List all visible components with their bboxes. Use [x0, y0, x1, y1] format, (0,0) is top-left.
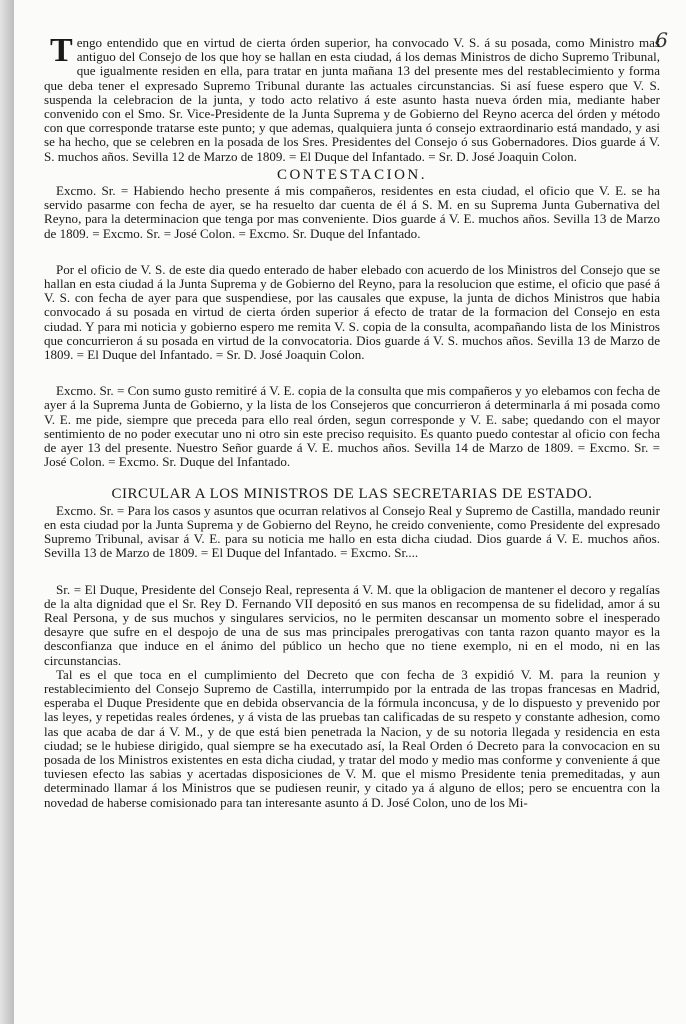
response-paragraph: Por el oficio de V. S. de este dia quedo enterado de haber elebado con acuerdo de los Ministros del Consejo que se hallan en esta ciudad á la Junta Suprema y de Gobierno del Reyno, para la resolucion que estime, el oficio que pasé á V. S. con fecha de ayer para que suspendiese, por las causales que expuse, la junta de dichos Ministros que habia convocado á su posada en virtud de cierta órden superior á efecto de tratar de la formacion del Consejo en esta ciudad. Y para mi noticia y gobierno espero me remita V. S. copia de la consulta, acompañando lista de los Ministros que concurrieron á su posada en virtud de la convocatoria. Dios guarde á V. S. muchos años. Sevilla 13 de Marzo de 1809. = El Duque del Infantado. = Sr. D. José Joaquin Colon. — [44, 261, 660, 363]
adjacent-page-edge — [0, 0, 14, 1024]
decree-paragraph: Tal es el que toca en el cumplimiento del Decreto que con fecha de 3 expidió V. M. para la reunion y restablecimiento del Consejo Supremo de Castilla, interrumpido por la entrada de las tropas francesas en Madrid, esperaba el Duque Presidente que en debida observancia de la fórmula inconcusa, y de lo dispuesto y prevenido por las leyes, y repetidas reales órdenes, y á vista de las pruebas tan calificadas de su respeto y constante adhesion, como las que acaba de dar á V. M., y de que está bien penetrada la Nacion, y de su notoria llegada y residencia en esta ciudad; se le hubiese dirigido, qual siempre se ha executado así, la Real Orden ó Decreto para la convocacion en su posada de los Ministros existentes en esta dicha ciudad, y tratar del modo y medio mas conforme y conveniente á que tuviesen efecto las sabias y acertadas disposiciones de V. M. que el mismo Presidente tenia premeditadas, y aun determinado llamar á los Ministros que se pudiesen reunir, y citado ya á alguno de ellos; pero se encuentra con la novedad de haberse comisionado para tan interesante asunto á D. José Colon, uno de los Mi- — [44, 666, 660, 810]
letter-paragraph — [44, 32, 660, 164]
document-page — [14, 0, 686, 1024]
reply-paragraph: Excmo. Sr. = Habiendo hecho presente á mis compañeros, residentes en esta ciudad, el oficio que V. E. se ha servido pasarme con fecha de ayer, se ha resuelto dar cuenta de él á S. M. en su Suprema Junta Gubernativa del Reyno, para la determinacion que tenga por mas conveniente. Dios guarde á V. E. muchos años. Sevilla 13 de Marzo de 1809. = Excmo. Sr. = José Colon. = Excmo. Sr. Duque del Infantado. — [44, 183, 660, 241]
letter-text: engo entendido que en virtud de cierta órden superior, ha convocado V. S. á su posada, como Ministro mas antiguo del Consejo de los que hoy se hallan en esta ciudad, á los demas Ministros de dicho Supremo Tribunal, que igualmente residen en ella, para tratar en junta mañana 13 del presente mes del restablecimiento y forma que deba tener el expresado Supremo Tribunal durante las actuales circunstancias. Si así fuese espero que V. S. suspenda la celebracion de la junta, y todo acto relativo á este asunto hasta nueva órden mia, mediante haber convenido con el Smo. Sr. Vice-Presidente de la Junta Suprema y de Gobierno del Reyno acerca del órden y método con que corresponde tratarse este punto; y que ademas, qualquiera junta ó consejo extraordinario está mandado, y asi se ha hecho, que se celebren en la posada de los Sres. Presidentes del Consejo ó sus Gobernadores. Dios guarde á V. S. muchos años. Sevilla 12 de Marzo de 1809. = El Duque del Infantado. = Sr. D. José Joaquin Colon. — [44, 35, 660, 164]
page-number: 6 — [655, 28, 668, 52]
section-heading-contestacion: CONTESTACION. — [276, 166, 428, 183]
representation-paragraph: Sr. = El Duque, Presidente del Consejo Real, representa á V. M. que la obligacion de mantener el decoro y regalías de la alta dignidad que el Sr. Rey D. Fernando VII depositó en sus manos en recompensa de su fidelidad, amor á su Real Persona, y de sus muchos y singulares servicios, no le permiten descansar un momento sobre el inesperado desayre que sufre en el despojo de una de sus mas principales prerogativas con tanta razon quanto mayor es la desconfianza que induce en el ánimo del público un hecho que no tiene exemplo, ni en el modo, ni en las circunstancias. — [44, 581, 660, 668]
reply-paragraph-2: Excmo. Sr. = Con sumo gusto remitiré á V. E. copia de la consulta que mis compañeros y yo elebamos con fecha de ayer á la Suprema Junta de Gobierno, y la lista de los Consejeros que concurrieron á determinarla á mi posada como V. E. me pide, siempre que preceda para ello real órden, segun corresponde y V. E. sabe; quedando con el mayor sentimiento de no poder executar uno ni otro sin este preciso requisito. Es quanto puedo contestar al oficio con fecha de ayer 13 del presente. Nuestro Señor guarde á V. E. muchos años. Sevilla 14 de Marzo de 1809. = Excmo. Sr. = José Colon. = Excmo. Sr. Duque del Infantado. — [44, 383, 660, 470]
circular-paragraph: Excmo. Sr. = Para los casos y asuntos que ocurran relativos al Consejo Real y Supremo de Castilla, mandado reunir en esta ciudad por la Junta Suprema y de Gobierno del Reyno, he creido conveniente, como Presidente del expresado Supremo Tribunal, avisar á V. E. para su noticia me hallo en esta dicha ciudad. Dios guarde á V. E. muchos años. Sevilla 13 de Marzo de 1809. = El Duque del Infantado. = Excmo. Sr.... — [44, 502, 660, 561]
section-heading-circular: CIRCULAR A LOS MINISTROS DE LAS SECRETARIAS DE ESTADO. — [111, 486, 593, 503]
drop-cap: T — [50, 32, 73, 69]
document-body — [44, 32, 660, 810]
